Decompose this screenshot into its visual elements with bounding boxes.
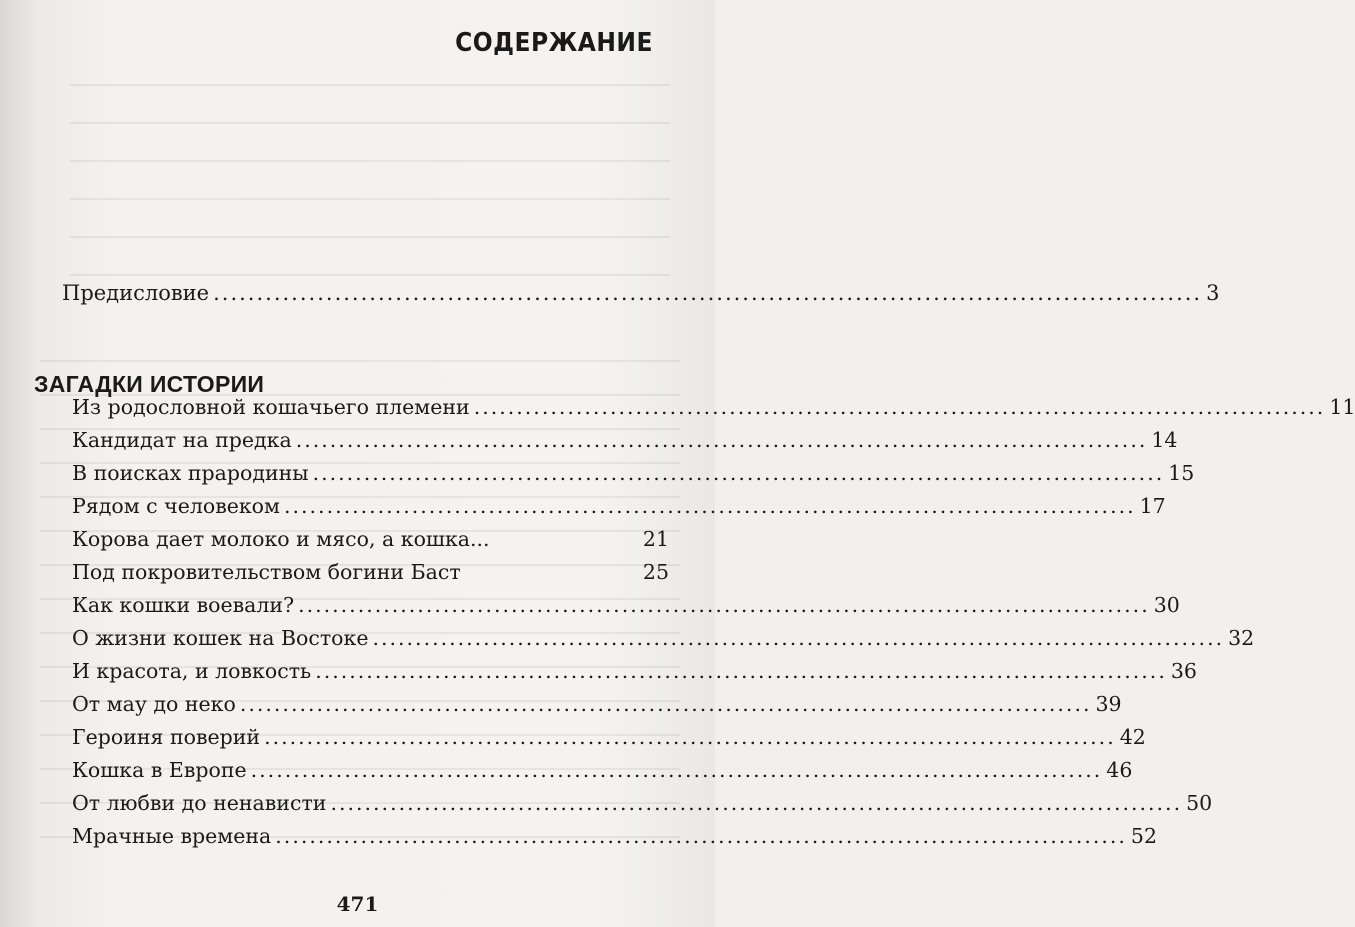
toc-entry-page: 17: [1139, 494, 1166, 518]
toc-list: [72, 395, 1355, 859]
toc-entry-title: О жизни кошек на Востоке: [72, 626, 369, 650]
toc-entry-title: В поисках прародины: [72, 461, 309, 485]
leader-dots: ....................................................................................................: [372, 626, 1225, 650]
toc-entry-preface[interactable]: [62, 281, 1220, 305]
toc-entry[interactable]: [72, 461, 1195, 485]
contents-heading: СОДЕРЖАНИЕ: [455, 28, 653, 58]
toc-entry[interactable]: [72, 529, 669, 550]
toc-entry-title: Мрачные времена: [72, 824, 272, 848]
toc-entry-title: Кошка в Европе: [72, 758, 247, 782]
toc-entry-page: 36: [1170, 659, 1197, 683]
toc-entry[interactable]: [72, 494, 1166, 518]
leader-dots: ....................................................................................................: [283, 494, 1136, 518]
show-through-texture: [70, 60, 670, 300]
toc-entry-page: 15: [1168, 461, 1195, 485]
toc-entry-page: 32: [1228, 626, 1255, 650]
leader-dots: ....................................................................................................: [330, 791, 1183, 815]
toc-entry-title: Героиня поверий: [72, 725, 261, 749]
toc-entry-page: 30: [1153, 593, 1180, 617]
toc-entry[interactable]: [72, 692, 1122, 716]
toc-entry-title: Из родословной кошачьего племени: [72, 395, 470, 419]
leader-dots: ....................................................................................................: [315, 659, 1167, 683]
toc-entry-page: 46: [1106, 758, 1133, 782]
leader-dots: ....................................................................................................: [473, 395, 1326, 419]
toc-entry-page: 21: [642, 527, 669, 551]
toc-entry-page: 14: [1151, 428, 1178, 452]
toc-entry-title: Предисловие: [62, 281, 210, 305]
toc-entry-title: И красота, и ловкость: [72, 659, 312, 683]
toc-entry-title: Корова дает молоко и мясо, а кошка...: [72, 527, 490, 551]
leader-dots: ....................................................................................................: [250, 758, 1103, 782]
toc-entry[interactable]: [72, 758, 1133, 782]
leader-dots: ....................................................................................................: [264, 725, 1116, 749]
page-number: 471: [336, 892, 379, 916]
toc-entry-title: Рядом с человеком: [72, 494, 280, 518]
toc-entry-title: От любви до ненависти: [72, 791, 327, 815]
leader-dots: ....................................................................................................: [312, 461, 1165, 485]
toc-entry[interactable]: [72, 725, 1146, 749]
toc-entry-page: 39: [1095, 692, 1122, 716]
leader-dots: ....................................................................................................: [275, 824, 1127, 848]
toc-entry[interactable]: [72, 593, 1180, 617]
leader-dots: ....................................................................................................: [298, 593, 1150, 617]
leader-dots: ....................................................................................................: [239, 692, 1092, 716]
toc-entry-title: Под покровительством богини Баст: [72, 560, 461, 584]
toc-entry-page: 25: [642, 560, 669, 584]
toc-entry-page: 11: [1329, 395, 1355, 419]
toc-entry-title: От мау до неко: [72, 692, 236, 716]
toc-entry-title: Кандидат на предка: [72, 428, 292, 452]
toc-entry[interactable]: [72, 626, 1255, 650]
toc-entry[interactable]: [72, 824, 1158, 848]
toc-entry-page: 52: [1130, 824, 1158, 848]
leader-dots: ....................................................................................................: [295, 428, 1148, 452]
toc-entry[interactable]: [72, 395, 1355, 419]
toc-entry[interactable]: [72, 562, 669, 583]
toc-entry-title: Как кошки воевали?: [72, 593, 295, 617]
leader-dots: ..................................................................................................................: [213, 281, 1203, 305]
toc-entry-page: 50: [1186, 791, 1213, 815]
toc-entry[interactable]: [72, 428, 1178, 452]
section-title: ЗАГАДКИ ИСТОРИИ: [34, 371, 265, 397]
toc-entry-page: 3: [1206, 281, 1220, 305]
toc-entry[interactable]: [72, 659, 1197, 683]
toc-entry-page: 42: [1119, 725, 1146, 749]
toc-entry[interactable]: [72, 791, 1213, 815]
